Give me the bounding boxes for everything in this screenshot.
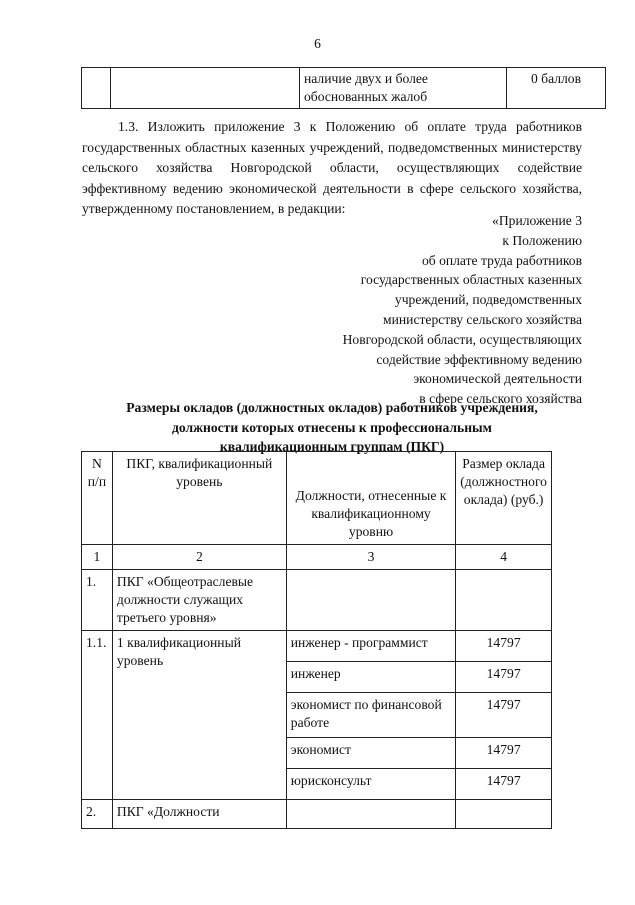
appendix-line: в сфере сельского хозяйства xyxy=(419,391,582,407)
appendix-line: министерству сельского хозяйства xyxy=(383,311,582,327)
position-cell: инженер xyxy=(286,662,455,693)
page-number: 6 xyxy=(314,36,321,51)
appendix-line: «Приложение 3 xyxy=(492,213,582,228)
heading-line: квалификационным группам (ПКГ) xyxy=(219,439,445,454)
level-1-1-num: 1.1. xyxy=(82,631,113,800)
col-number-4: 4 xyxy=(456,545,552,570)
header-num: N п/п xyxy=(82,452,113,545)
table-row-group-1 xyxy=(82,570,552,631)
level-1-1-title: 1 квалификационный уровень xyxy=(112,631,286,800)
header-positions: Должности, отнесенные к квалификационному уровню xyxy=(286,452,455,545)
top-table-condition: наличие двух и более обоснованных жалоб xyxy=(300,68,507,109)
top-table xyxy=(81,67,606,109)
position-cell: экономист по финансовой работе xyxy=(286,693,455,738)
col-number-1: 1 xyxy=(82,545,113,570)
group-2-title: ПКГ «Должности xyxy=(112,800,286,829)
salary-table xyxy=(81,451,552,829)
position-cell: экономист xyxy=(286,738,455,769)
header-salary: Размер оклада (должностного оклада) (руб.) xyxy=(456,452,552,545)
appendix-line: содействие эффективному ведению xyxy=(376,351,582,367)
salary-cell: 14797 xyxy=(456,738,552,769)
appendix-line: экономической деятельности xyxy=(413,371,582,387)
paragraph-text: 1.3. Изложить приложение 3 к Положению об оплате труда работников государственных областных казенных учреждений, подведомственных министерству сельского хозяйства Новгородской области, осуществляющих содействие эффективному ведению экономической деятельности в сфере сельского хозяйства, утвержденному постановлением, в редакции: xyxy=(82,119,582,216)
group-1-title: ПКГ «Общеотраслевые должности служащих третьего уровня» xyxy=(112,570,286,631)
top-table-score: 0 баллов xyxy=(507,68,606,109)
table-header-row xyxy=(82,452,552,545)
group-2-num: 2. xyxy=(82,800,113,829)
position-cell: юрисконсульт xyxy=(286,769,455,800)
column-number-row xyxy=(82,545,552,570)
appendix-header xyxy=(343,211,582,409)
salary-cell: 14797 xyxy=(456,693,552,738)
salary-cell: 14797 xyxy=(456,769,552,800)
salary-cell: 14797 xyxy=(456,631,552,662)
top-table-empty-cell-2 xyxy=(111,68,300,109)
group-1-num: 1. xyxy=(82,570,113,631)
top-table-empty-cell-1 xyxy=(82,68,111,109)
table-row xyxy=(82,631,552,662)
group-2-empty-salary xyxy=(456,800,552,829)
table-row-group-2 xyxy=(82,800,552,829)
appendix-line: учреждений, подведомственных xyxy=(394,292,582,308)
group-1-empty-positions xyxy=(286,570,455,631)
appendix-line: об оплате труда работников xyxy=(421,252,582,268)
col-number-3: 3 xyxy=(286,545,455,570)
group-1-empty-salary xyxy=(456,570,552,631)
col-number-2: 2 xyxy=(112,545,286,570)
paragraph-1-3 xyxy=(82,117,582,220)
heading-line: должности которых отнесены к профессиональным xyxy=(172,419,492,435)
appendix-line: к Положению xyxy=(502,232,582,248)
heading-line: Размеры окладов (должностных окладов) работников учреждения, xyxy=(126,400,538,415)
appendix-line: государственных областных казенных xyxy=(360,272,582,288)
header-pkg: ПКГ, квалификационный уровень xyxy=(112,452,286,545)
salary-cell: 14797 xyxy=(456,662,552,693)
position-cell: инженер - программист xyxy=(286,631,455,662)
appendix-line: Новгородской области, осуществляющих xyxy=(342,331,582,347)
group-2-empty-positions xyxy=(286,800,455,829)
table-heading xyxy=(82,398,582,457)
